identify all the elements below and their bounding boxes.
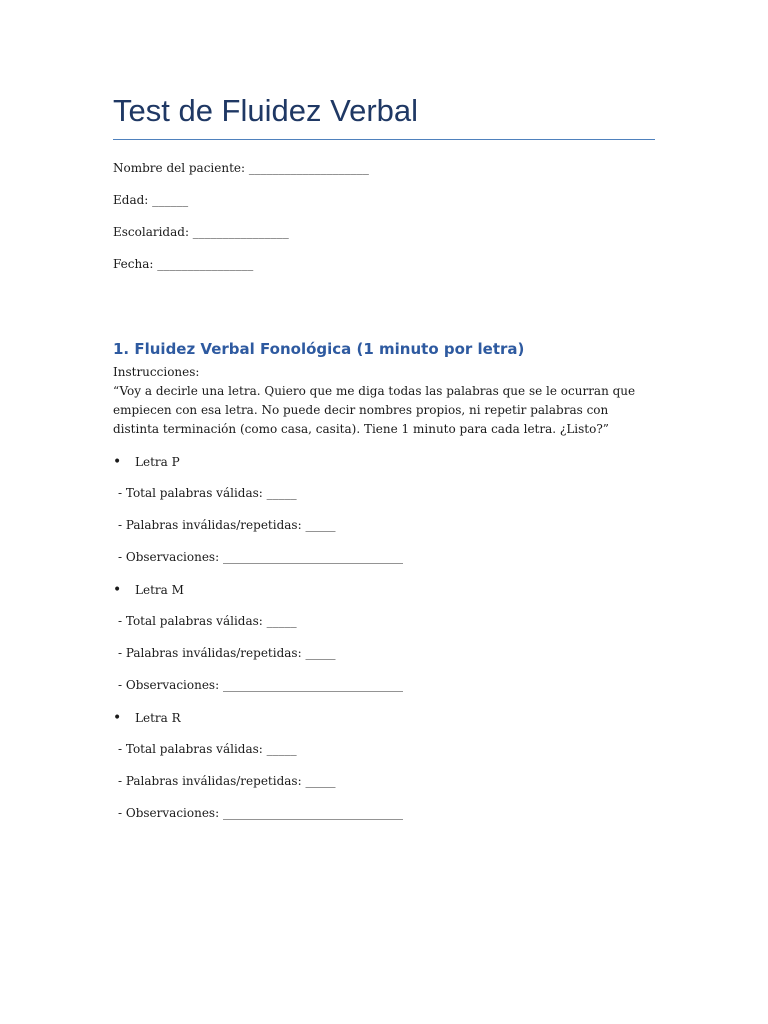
age-field: Edad: ______	[113, 193, 189, 207]
patient-name-field: Nombre del paciente: ____________________	[113, 161, 369, 175]
letter-label: Letra M	[135, 583, 184, 597]
letter-m-total-valid: - Total palabras válidas: _____	[118, 614, 297, 628]
bullet-icon: •	[113, 454, 122, 470]
title-underline	[113, 139, 655, 140]
letter-r-observations: - Observaciones: ______________________________	[118, 806, 403, 820]
letter-item-p	[113, 454, 180, 470]
letter-label: Letra R	[135, 711, 181, 725]
instructions-text: “Voy a decirle una letra. Quiero que me diga todas las palabras que se le ocurran que empiecen con esa letra. No puede decir nombres propios, ni repetir palabras con distinta terminación (como casa, casita). Tiene 1 minuto para cada letra. ¿Listo?”	[113, 384, 636, 436]
letter-p-observations: - Observaciones: ______________________________	[118, 550, 403, 564]
section-1-heading: 1. Fluidez Verbal Fonológica (1 minuto por letra)	[113, 340, 525, 358]
letter-item-m	[113, 582, 184, 598]
letter-m-invalid-repeated: - Palabras inválidas/repetidas: _____	[118, 646, 336, 660]
letter-label: Letra P	[135, 455, 180, 469]
schooling-field: Escolaridad: ________________	[113, 225, 289, 239]
bullet-icon: •	[113, 582, 122, 598]
letter-p-total-valid: - Total palabras válidas: _____	[118, 486, 297, 500]
letter-item-r	[113, 710, 181, 726]
bullet-icon: •	[113, 710, 122, 726]
instructions-label: Instrucciones:	[113, 365, 200, 379]
letter-p-invalid-repeated: - Palabras inválidas/repetidas: _____	[118, 518, 336, 532]
letter-r-total-valid: - Total palabras válidas: _____	[118, 742, 297, 756]
letter-m-observations: - Observaciones: ______________________________	[118, 678, 403, 692]
letter-r-invalid-repeated: - Palabras inválidas/repetidas: _____	[118, 774, 336, 788]
date-field: Fecha: ________________	[113, 257, 254, 271]
document-title: Test de Fluidez Verbal	[113, 93, 419, 128]
